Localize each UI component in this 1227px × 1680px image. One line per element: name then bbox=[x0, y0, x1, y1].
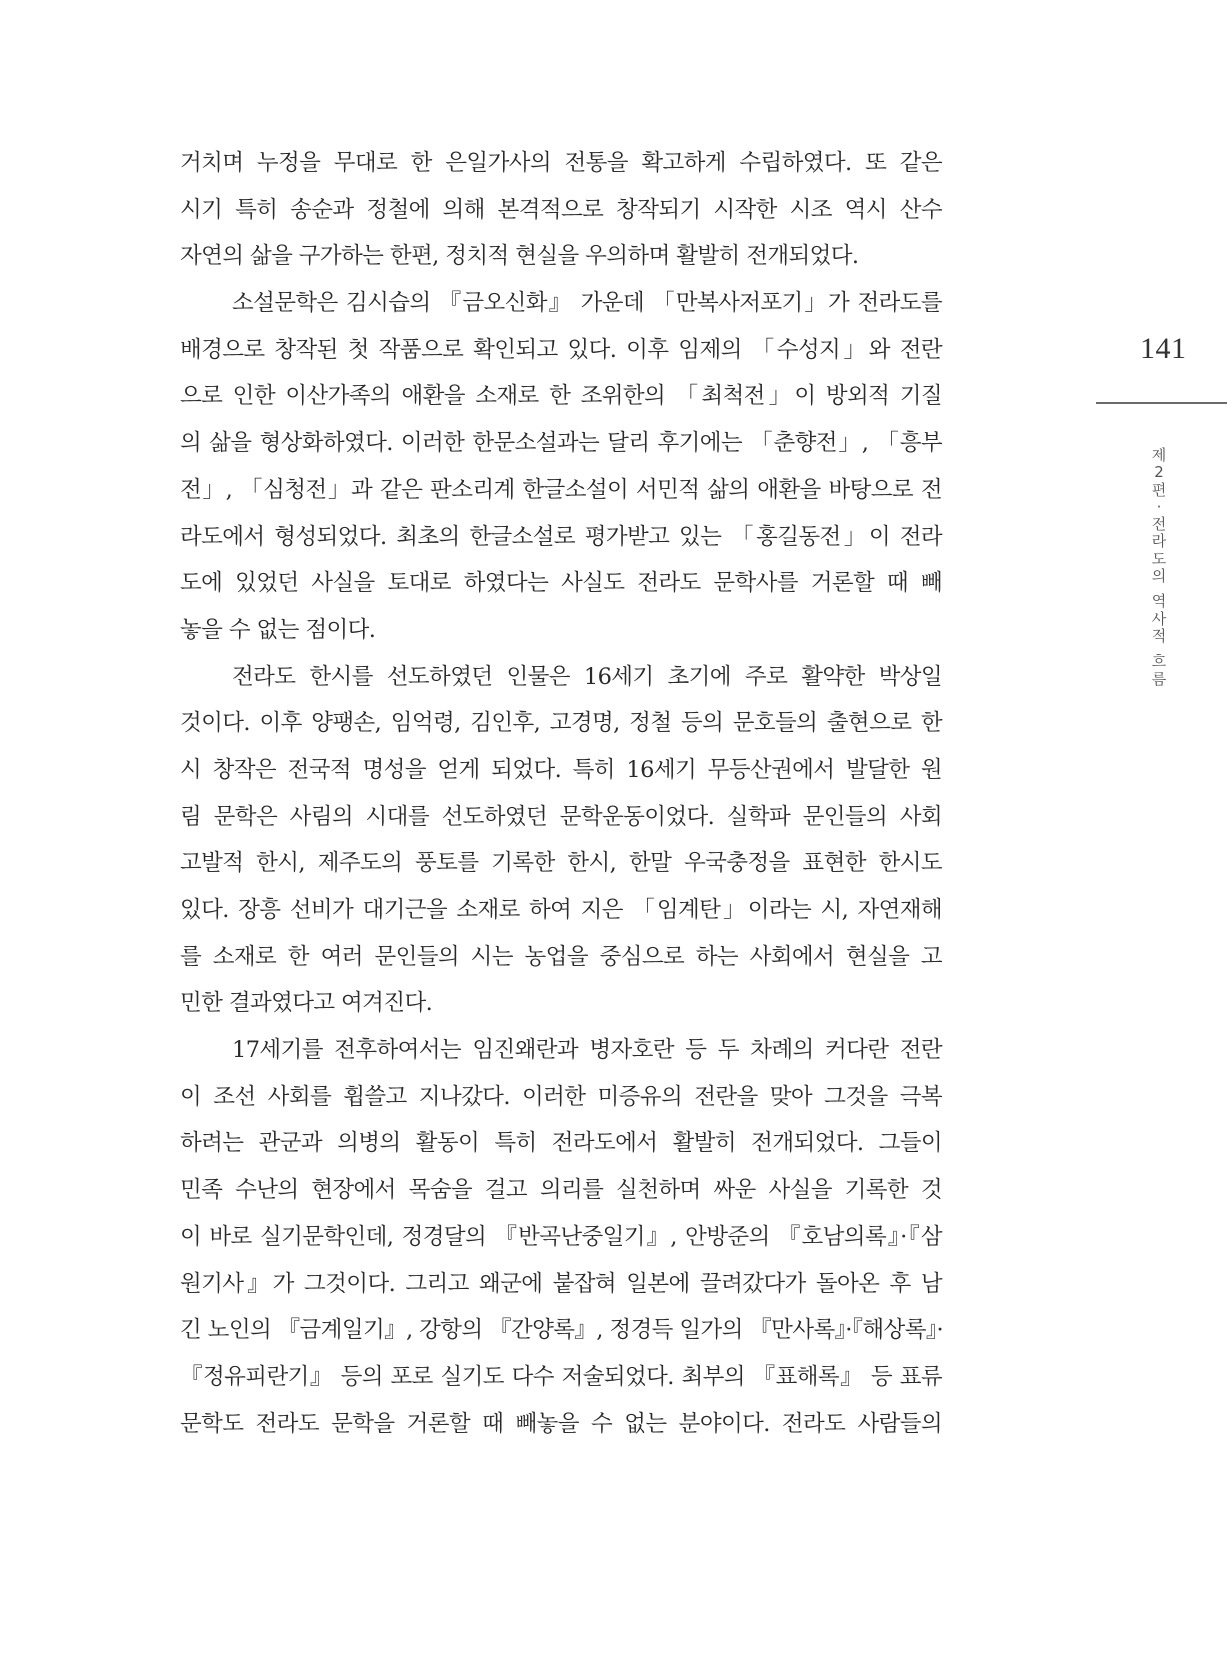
text-line: 민한 결과였다고 여겨진다. bbox=[180, 990, 433, 1017]
chapter-label-char: 편 bbox=[1151, 480, 1167, 499]
text-line: 시기 특히 송순과 정철에 의해 본격적으로 창작되기 시작한 시조 역시 산수 bbox=[180, 196, 942, 223]
text-line: 원기사』가 그것이다. 그리고 왜군에 붙잡혀 일본에 끌려갔다가 돌아온 후 남 bbox=[180, 1270, 942, 1297]
chapter-label-char: 름 bbox=[1151, 669, 1167, 688]
chapter-label-char: · bbox=[1156, 497, 1162, 516]
text-line: 배경으로 창작된 첫 작품으로 확인되고 있다. 이후 임제의 「수성지」와 전란 bbox=[180, 336, 942, 363]
text-line: 하려는 관군과 의병의 활동이 특히 전라도에서 활발히 전개되었다. 그들이 bbox=[180, 1130, 942, 1157]
paragraph-start-line: 소설문학은 김시습의 『금오신화』 가운데 「만복사저포기」가 전라도를 bbox=[232, 290, 942, 317]
text-line: 것이다. 이후 양팽손, 임억령, 김인후, 고경명, 정철 등의 문호들의 출현으로 한 bbox=[180, 710, 942, 737]
text-line: 있다. 장흥 선비가 대기근을 소재로 하여 지은 「임계탄」이라는 시, 자연재해 bbox=[180, 897, 942, 923]
text-line: 자연의 삶을 구가하는 한편, 정치적 현실을 우의하며 활발히 전개되었다. bbox=[180, 243, 859, 270]
chapter-label-char: 의 bbox=[1151, 567, 1167, 586]
text-line: 민족 수난의 현장에서 목숨을 걸고 의리를 실천하며 싸운 사실을 기록한 것 bbox=[180, 1177, 942, 1204]
body-text bbox=[180, 140, 942, 1447]
chapter-label-char: 도 bbox=[1151, 549, 1167, 568]
chapter-label-char: 전 bbox=[1151, 515, 1167, 534]
text-line: 도에 있었던 사실을 토대로 하였다는 사실도 전라도 문학사를 거론할 때 빼 bbox=[180, 570, 942, 597]
text-line: 의 삶을 형상화하였다. 이러한 한문소설과는 달리 후기에는 「춘향전」, 「흥부 bbox=[180, 430, 942, 457]
page-number: 141 bbox=[1140, 332, 1187, 365]
chapter-label-char: 적 bbox=[1151, 626, 1167, 645]
chapter-label-char: 역 bbox=[1151, 592, 1167, 611]
text-line: 이 조선 사회를 휩쓸고 지나갔다. 이러한 미증유의 전란을 맞아 그것을 극복 bbox=[180, 1083, 942, 1110]
text-line: 으로 인한 이산가족의 애환을 소재로 한 조위한의 「최척전」이 방외적 기질 bbox=[180, 383, 942, 410]
chapter-label-char: 라 bbox=[1151, 532, 1167, 551]
text-line: 『정유피란기』 등의 포로 실기도 다수 저술되었다. 최부의 『표해록』 등 표류 bbox=[180, 1363, 942, 1390]
text-line: 놓을 수 없는 점이다. bbox=[180, 616, 376, 643]
chapter-label-char: 흐 bbox=[1151, 652, 1167, 671]
chapter-label-char: 2 bbox=[1154, 463, 1164, 482]
text-line: 문학도 전라도 문학을 거론할 때 빼놓을 수 없는 분야이다. 전라도 사람들의 bbox=[180, 1410, 942, 1437]
text-line: 거치며 누정을 무대로 한 은일가사의 전통을 확고하게 수립하였다. 또 같은 bbox=[180, 150, 942, 176]
text-line: 고발적 한시, 제주도의 풍토를 기록한 한시, 한말 우국충정을 표현한 한시도 bbox=[180, 850, 942, 877]
header-rule-divider bbox=[1096, 402, 1227, 404]
paragraph-start-line: 17세기를 전후하여서는 임진왜란과 병자호란 등 두 차례의 커다란 전란 bbox=[232, 1037, 942, 1064]
text-line: 를 소재로 한 여러 문인들의 시는 농업을 중심으로 하는 사회에서 현실을 고 bbox=[180, 943, 942, 970]
text-line: 전」, 「심청전」과 같은 판소리계 한글소설이 서민적 삶의 애환을 바탕으로 전 bbox=[180, 476, 942, 503]
paragraph-start-line: 전라도 한시를 선도하였던 인물은 16세기 초기에 주로 활약한 박상일 bbox=[232, 663, 942, 690]
text-line: 긴 노인의 『금계일기』, 강항의 『간양록』, 정경득 일가의 『만사록』·『해상록』· bbox=[180, 1317, 944, 1344]
text-line: 시 창작은 전국적 명성을 얻게 되었다. 특히 16세기 무등산권에서 발달한 원 bbox=[180, 756, 942, 783]
text-line: 림 문학은 사림의 시대를 선도하였던 문학운동이었다. 실학파 문인들의 사회 bbox=[180, 803, 942, 830]
text-line: 라도에서 형성되었다. 최초의 한글소설로 평가받고 있는 「홍길동전」이 전라 bbox=[180, 523, 942, 550]
chapter-label-char: 사 bbox=[1151, 609, 1167, 628]
chapter-label-char: 제 bbox=[1151, 446, 1167, 464]
chapter-running-head bbox=[1149, 447, 1169, 688]
text-line: 이 바로 실기문학인데, 정경달의 『반곡난중일기』, 안방준의 『호남의록』·『삼 bbox=[180, 1223, 942, 1250]
